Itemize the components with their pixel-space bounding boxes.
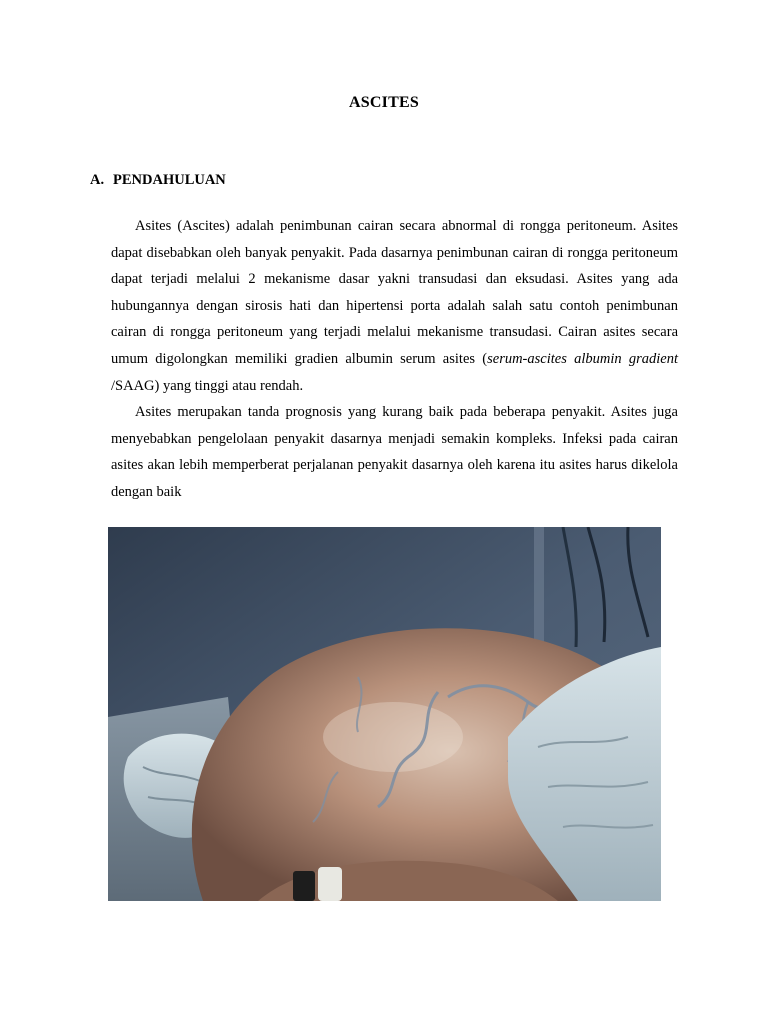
paragraph-1 (111, 213, 678, 399)
ascites-photo (108, 527, 661, 901)
paragraph-1-text-end: /SAAG) yang tinggi atau rendah. (111, 377, 304, 394)
paragraph-1-italic-term: serum-ascites albumin gradient (487, 350, 678, 367)
document-title: ASCITES (349, 94, 419, 111)
ascites-photo-illustration (108, 527, 661, 901)
section-heading-text: PENDAHULUAN (113, 172, 226, 188)
paragraph-2-text: Asites merupakan tanda prognosis yang kurang baik pada beberapa penyakit. Asites juga menyebabkan pengelolaan penyakit dasarnya menjadi semakin kompleks. Infeksi pada cairan asites akan lebih memperberat perjalanan penyakit dasarnya oleh karena itu asites harus dikelola dengan baik (111, 404, 678, 500)
section-heading (90, 172, 226, 189)
paragraph-1-text: Asites (Ascites) adalah penimbunan cairan secara abnormal di rongga peritoneum. Asites dapat disebabkan oleh banyak penyakit. Pada dasarnya penimbunan cairan di rongga peritoneum dapat terjadi melalui 2 mekanisme dasar yakni transudasi dan eksudasi. Asites yang ada hubungannya dengan sirosis hati dan hipertensi porta adalah salah satu contoh penimbunan cairan di rongga peritoneum yang terjadi melalui mekanisme transudasi. Cairan asites secara umum digolongkan memiliki gradien albumin serum asites ( (111, 218, 678, 367)
section-number: A. (90, 172, 105, 188)
paragraph-2 (111, 399, 678, 505)
